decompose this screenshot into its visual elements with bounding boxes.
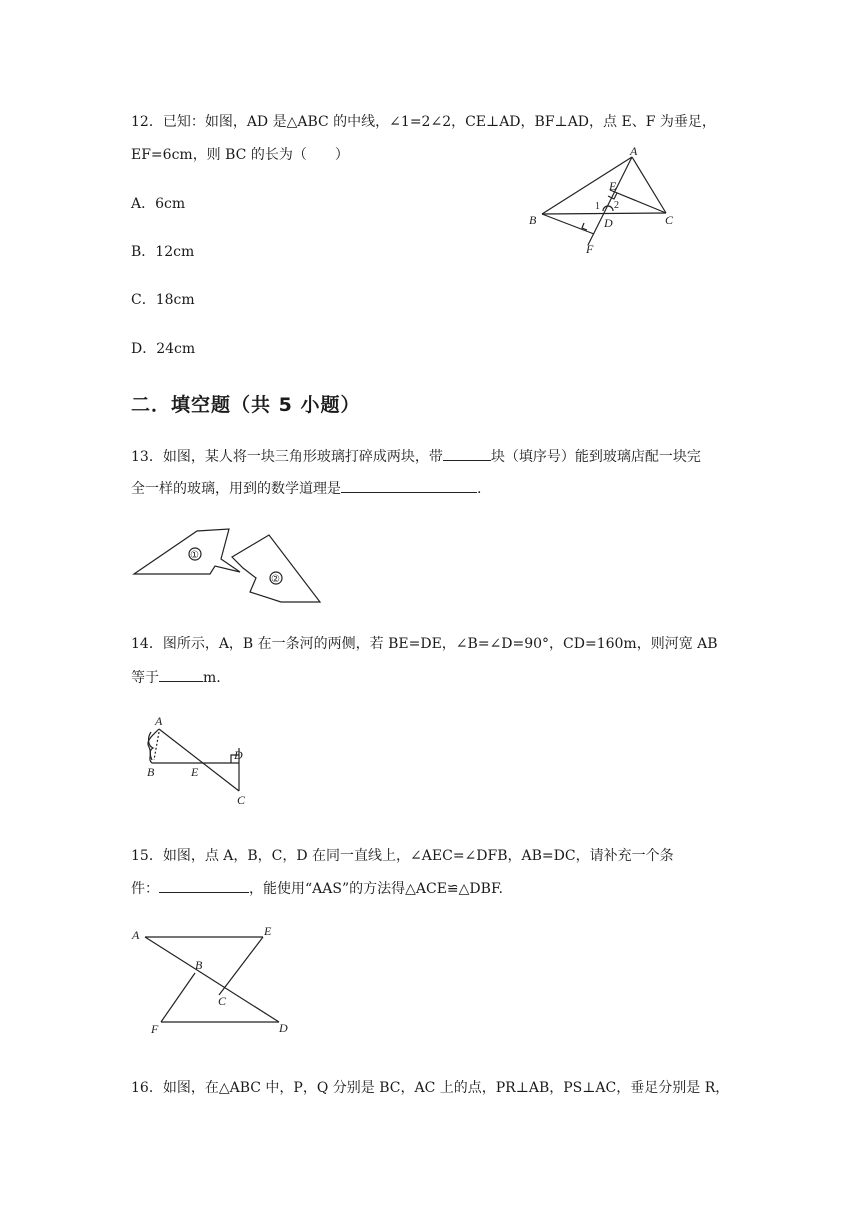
q15-label-c: C (218, 994, 227, 1008)
q13-piece-2-label: ② (271, 574, 280, 585)
q13-text-2a: 全一样的玻璃，用到的数学道理是 (131, 481, 341, 497)
q14-blank[interactable] (159, 667, 203, 682)
q15-figure (131, 925, 301, 1035)
q14-line-1: 14．图所示，A，B 在一条河的两侧，若 BE=DE，∠B=∠D=90°，CD=160m，则河宽 AB (131, 636, 718, 652)
q13-line-1 (131, 446, 701, 467)
q14-text-2a: 等于 (131, 670, 159, 686)
q15-text-2a: 件： (131, 881, 159, 897)
q16-line-1: 16．如图，在△ABC 中，P，Q 分别是 BC，AC 上的点，PR⊥AB，PS⊥AC，垂足分别是 R， (131, 1080, 730, 1096)
q12-option-b: B．12cm (131, 244, 195, 260)
q15-blank[interactable] (159, 878, 249, 893)
q15-label-e: E (264, 924, 272, 938)
q12-label-d: D (604, 216, 613, 230)
q12-option-c: C．18cm (131, 292, 195, 308)
q15-label-b: B (195, 958, 203, 972)
q15-label-a: A (132, 928, 140, 942)
q12-label-b: B (529, 213, 537, 227)
q12-label-e: E (609, 179, 617, 193)
q12-option-a: A．6cm (131, 196, 186, 212)
q13-line-2 (131, 478, 481, 499)
q12-label-angle-1: 1 (595, 201, 600, 212)
q12-label-angle-2: 2 (614, 200, 619, 211)
q15-label-f: F (151, 1022, 159, 1036)
q14-label-c: C (237, 793, 246, 807)
q13-figure (131, 526, 326, 608)
q14-figure (135, 712, 255, 807)
q12-line-2: EF=6cm，则 BC 的长为（ ） (131, 147, 349, 163)
q13-blank-2[interactable] (341, 478, 477, 493)
q12-option-d: D．24cm (131, 341, 196, 357)
q14-line-2 (131, 667, 221, 688)
q13-text-1b: 块（填序号）能到玻璃店配一块完 (490, 449, 701, 465)
q12-figure (520, 145, 690, 260)
q15-line-1: 15．如图，点 A，B，C，D 在同一直线上，∠AEC=∠DFB，AB=DC，请补充一个条 (131, 848, 674, 864)
q13-blank-1[interactable] (443, 446, 491, 461)
q15-label-d: D (279, 1021, 288, 1035)
q12-label-c: C (665, 213, 674, 227)
q14-label-a: A (155, 714, 163, 728)
q13-piece-1-label: ① (190, 550, 199, 561)
q15-text-2b: ，能使用“AAS”的方法得△ACE≌△DBF. (249, 881, 503, 897)
q14-label-e: E (191, 765, 199, 779)
q14-text-2b: m. (203, 670, 221, 686)
section-title: 二．填空题（共 5 小题） (131, 394, 361, 416)
q13-text-2b: . (477, 481, 482, 497)
q12-label-a: A (630, 144, 638, 158)
q12-label-f: F (586, 242, 594, 256)
q14-label-b: B (147, 765, 155, 779)
q15-line-2 (131, 878, 503, 899)
q13-text-1a: 13．如图，某人将一块三角形玻璃打碎成两块，带 (131, 449, 443, 465)
q12-line-1: 12．已知：如图，AD 是△ABC 的中线，∠1=2∠2，CE⊥AD，BF⊥AD，点 E、F 为垂足， (131, 114, 716, 130)
q14-label-d: D (234, 748, 243, 762)
